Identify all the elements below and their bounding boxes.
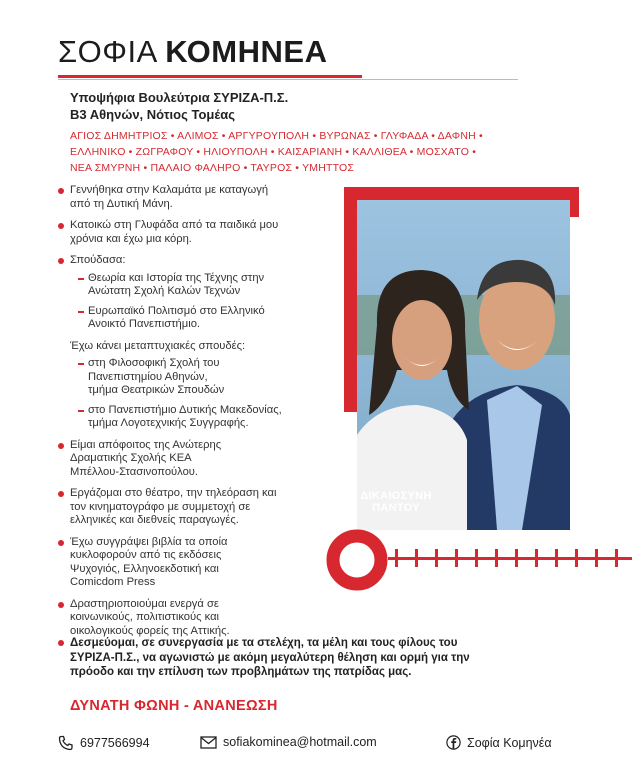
- bullet-dash: [78, 410, 84, 412]
- bio-text: Ανοικτό Πανεπιστήμιο.: [88, 318, 201, 330]
- bio-item: [58, 487, 343, 528]
- bio-text: Μπέλλου-Στασινοπούλου.: [70, 465, 199, 478]
- bio-item-postgrad: [58, 340, 343, 431]
- bio-text: Δραστηριοποιούμαι ενεργά σε: [70, 597, 219, 610]
- photo-slogan-line: ΠΑΝΤΟΥ: [372, 502, 420, 514]
- bullet-dot: [58, 540, 64, 546]
- study-item: [78, 404, 343, 431]
- bullet-dot: [58, 188, 64, 194]
- bullet-dot: [58, 258, 64, 264]
- areas-line: ΑΓΙΟΣ ΔΗΜΗΤΡΙΟΣ • ΑΛΙΜΟΣ • ΑΡΓΥΡΟΥΠΟΛΗ • ΒΥΡΩΝΑΣ • ΓΛΥΦΑΔΑ • ΔΑΦΝΗ •: [70, 130, 483, 142]
- bio-text: Θεωρία και Ιστορία της Τέχνης στην: [88, 271, 265, 284]
- bio-item: [58, 219, 343, 246]
- bullet-dot: [58, 223, 64, 229]
- bio-list: [58, 184, 343, 646]
- commit-text: πρόοδο και την επίλυση των προβλημάτων της πατρίδας μας.: [70, 666, 412, 678]
- contact-facebook[interactable]: [446, 735, 552, 750]
- title-underline: [58, 75, 362, 78]
- bio-text: από τη Δυτική Μάνη.: [70, 197, 173, 210]
- study-item: [78, 305, 343, 332]
- bullet-dash: [78, 363, 84, 365]
- photo-slogan-line: ΔΙΚΑΙΟΣΥΝΗ: [360, 490, 432, 502]
- candidacy-subtitle: [70, 89, 288, 123]
- envelope-icon: [200, 736, 217, 749]
- subtitle-line: Υποψήφια Βουλεύτρια ΣΥΡΙΖΑ-Π.Σ.: [70, 90, 289, 105]
- bullet-dash: [78, 278, 84, 280]
- bio-text: Πανεπιστημίου Αθηνών,: [88, 370, 208, 383]
- last-name: ΚΟΜΗΝΕΑ: [165, 34, 328, 69]
- bio-text: οικολογικούς φορείς της Αττικής.: [70, 624, 230, 637]
- bio-text: Ανώτατη Σχολή Καλών Τεχνών: [88, 285, 241, 297]
- bio-text: Ευρωπαϊκό Πολιτισμό στο Ελληνικό: [88, 304, 265, 317]
- bio-item: [58, 536, 343, 590]
- facebook-icon: [446, 735, 461, 750]
- bio-text: Comicdom Press: [70, 576, 156, 588]
- bio-text: Δραματικής Σχολής ΚΕΑ: [70, 452, 192, 464]
- bio-text: στη Φιλοσοφική Σχολή του: [88, 357, 220, 369]
- photo-slogan: [346, 490, 446, 514]
- bio-item: [58, 439, 343, 480]
- study-item: [78, 357, 343, 398]
- bio-text: κοινωνικούς, πολιτιστικούς και: [70, 611, 220, 623]
- bio-text: Ψυχογιός, Ελληνοεκδοτική και: [70, 562, 219, 575]
- bio-item: [58, 598, 343, 639]
- bio-item: [58, 184, 343, 211]
- candidate-photo: [357, 200, 570, 530]
- facebook-name: Σοφία Κομηνέα: [467, 735, 552, 750]
- candidate-name: [58, 34, 327, 70]
- bio-text: Είμαι απόφοιτος της Ανώτερης: [70, 438, 222, 451]
- bio-text: κυκλοφορούν από τις εκδόσεις: [70, 549, 222, 561]
- subtitle-line: Β3 Αθηνών, Νότιος Τομέας: [70, 107, 235, 122]
- bio-text: Εργάζομαι στο θέατρο, την τηλεόραση και: [70, 487, 277, 499]
- ring-logo-icon: [324, 527, 390, 593]
- bio-text: Έχω συγγράψει βιβλία τα οποία: [70, 535, 228, 548]
- decorative-ticks: [395, 547, 632, 569]
- photo-illustration: [357, 200, 570, 530]
- email-address: sofiakominea@hotmail.com: [223, 735, 377, 749]
- commit-text: ΣΥΡΙΖΑ-Π.Σ., να αγωνιστώ με ακόμη μεγαλύτερη θέληση και ορμή για την: [70, 651, 470, 664]
- bio-text: τμήμα Θεατρικών Σπουδών: [88, 384, 225, 396]
- bio-item-studies: [58, 254, 343, 332]
- campaign-slogan: ΔΥΝΑΤΗ ΦΩΝΗ - ΑΝΑΝΕΩΣΗ: [70, 698, 278, 714]
- areas-line: ΕΛΛΗΝΙΚΟ • ΖΩΓΡΑΦΟΥ • ΗΛΙΟΥΠΟΛΗ • ΚΑΙΣΑΡΙΑΝΗ • ΚΑΛΛΙΘΕΑ • ΜΟΣΧΑΤΟ •: [70, 146, 477, 158]
- bio-text: τμήμα Λογοτεχνικής Συγγραφής.: [88, 417, 249, 429]
- bullet-dot: [58, 602, 64, 608]
- bio-text: στο Πανεπιστήμιο Δυτικής Μακεδονίας,: [88, 403, 282, 416]
- contact-email[interactable]: [200, 735, 377, 749]
- first-name: ΣΟΦΙΑ: [58, 34, 157, 69]
- bio-text: Έχω κάνει μεταπτυχιακές σπουδές:: [70, 339, 246, 352]
- phone-icon: [58, 735, 74, 751]
- bio-text: τον κινηματογράφο με συμμετοχή σε: [70, 500, 251, 513]
- district-areas: [70, 128, 490, 176]
- commit-text: Δεσμεύομαι, σε συνεργασία με τα στελέχη, τα μέλη και τους φίλους του: [70, 637, 458, 649]
- bullet-dash: [78, 311, 84, 313]
- areas-line: ΝΕΑ ΣΜΥΡΝΗ • ΠΑΛΑΙΟ ΦΑΛΗΡΟ • ΤΑΥΡΟΣ • ΥΜΗΤΤΟΣ: [70, 162, 355, 174]
- bio-text: Σπούδασα:: [70, 254, 126, 266]
- bullet-dot: [58, 491, 64, 497]
- bio-text: χρόνια και έχω μια κόρη.: [70, 232, 192, 245]
- bio-text: ελληνικές και διεθνείς παραγωγές.: [70, 514, 239, 526]
- bullet-dot: [58, 640, 64, 646]
- header-divider: [58, 79, 518, 80]
- phone-number: 6977566994: [80, 736, 150, 750]
- bio-text: Κατοικώ στη Γλυφάδα από τα παιδικά μου: [70, 219, 279, 231]
- study-item: [78, 272, 343, 299]
- bio-text: Γεννήθηκα στην Καλαμάτα με καταγωγή: [70, 184, 269, 196]
- contact-phone[interactable]: [58, 735, 150, 751]
- bullet-dot: [58, 443, 64, 449]
- commitment-statement: [58, 636, 550, 680]
